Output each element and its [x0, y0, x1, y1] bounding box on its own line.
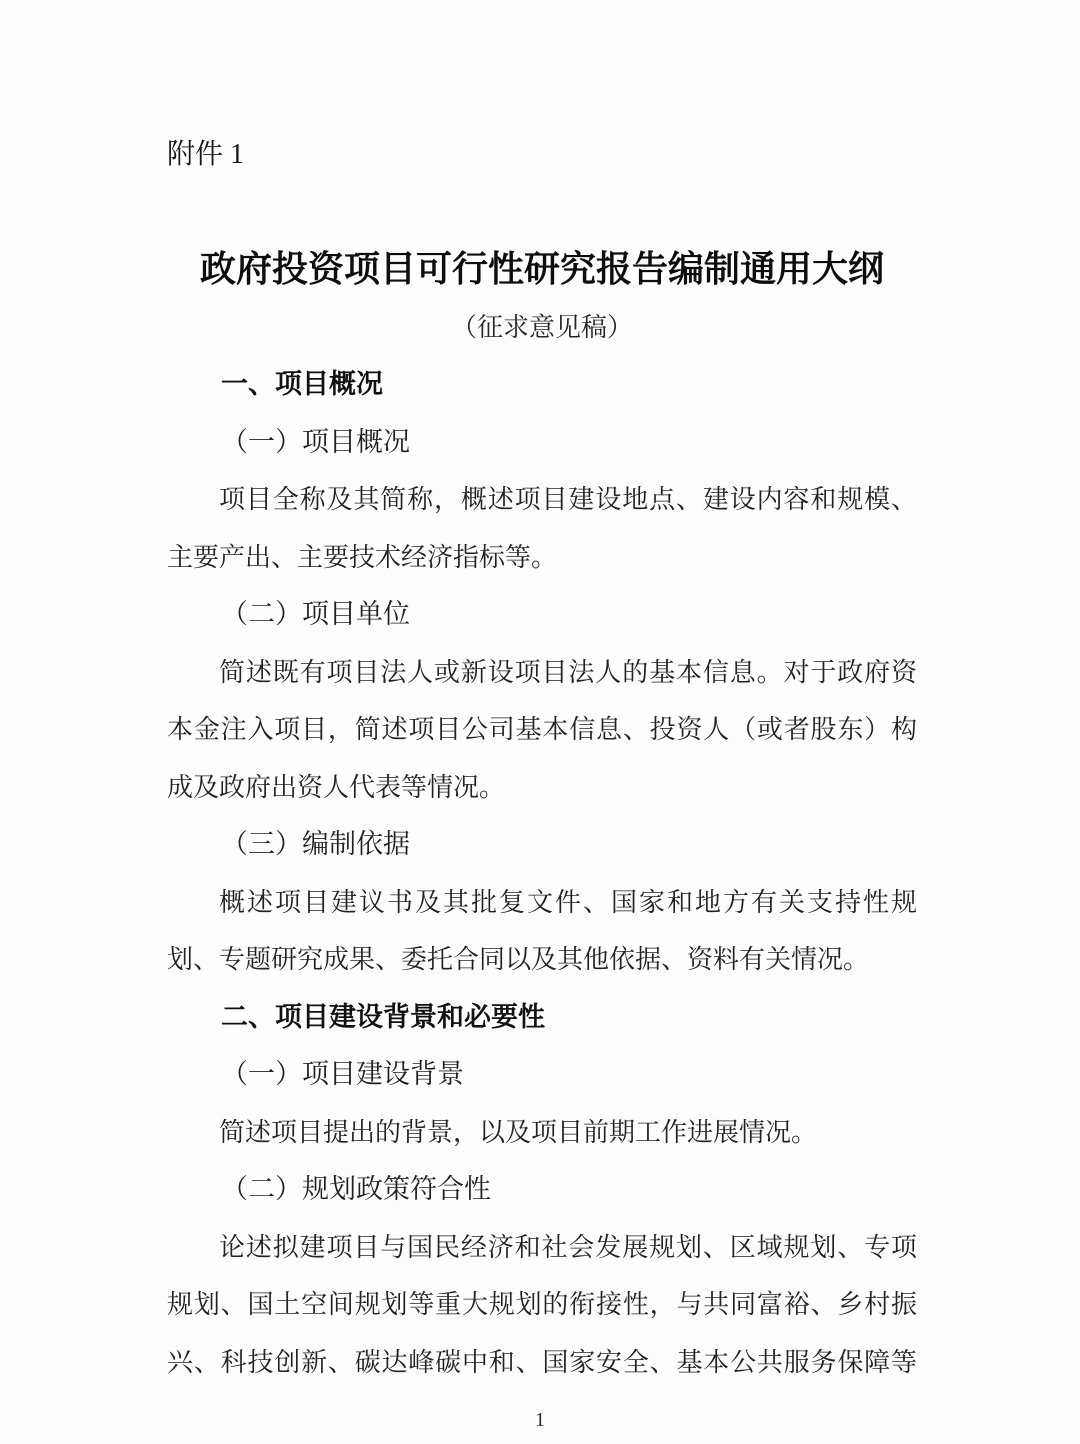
document-body	[167, 356, 917, 1391]
section-heading-h1: 一、项目概况	[221, 369, 383, 399]
section-heading-h2: （二）项目单位	[221, 599, 410, 629]
section-heading-h1: 二、项目建设背景和必要性	[221, 1001, 545, 1032]
body-paragraph: 简述项目提出的背景，以及项目前期工作进展情况。	[219, 1117, 818, 1147]
body-paragraph: 项目全称及其简称，概述项目建设地点、建设内容和规模、主要产出、主要技术经济指标等。	[167, 485, 917, 572]
document-subtitle: （征求意见稿）	[450, 312, 633, 342]
attachment-label: 附件 1	[167, 139, 245, 170]
section-heading-h2: （一）项目概况	[221, 426, 410, 457]
document-title: 政府投资项目可行性研究报告编制通用大纲	[199, 249, 884, 289]
body-paragraph: 简述既有项目法人或新设项目法人的基本信息。对于政府资本金注入项目，简述项目公司基本信息、投资人（或者股东）构成及政府出资人代表等情况。	[167, 657, 917, 802]
section-heading-h2: （二）规划政策符合性	[221, 1174, 491, 1204]
body-paragraph: 概述项目建议书及其批复文件、国家和地方有关支持性规划、专题研究成果、委托合同以及其他依据、资料有关情况。	[167, 887, 917, 974]
page-number: 1	[535, 1409, 545, 1431]
section-heading-h2: （三）编制依据	[221, 829, 410, 859]
body-paragraph: 论述拟建项目与国民经济和社会发展规划、区域规划、专项规划、国土空间规划等重大规划的衔接性，与共同富裕、乡村振兴、科技创新、碳达峰碳中和、国家安全、基本公共服务保障等	[167, 1232, 917, 1377]
section-heading-h2: （一）项目建设背景	[221, 1059, 464, 1089]
